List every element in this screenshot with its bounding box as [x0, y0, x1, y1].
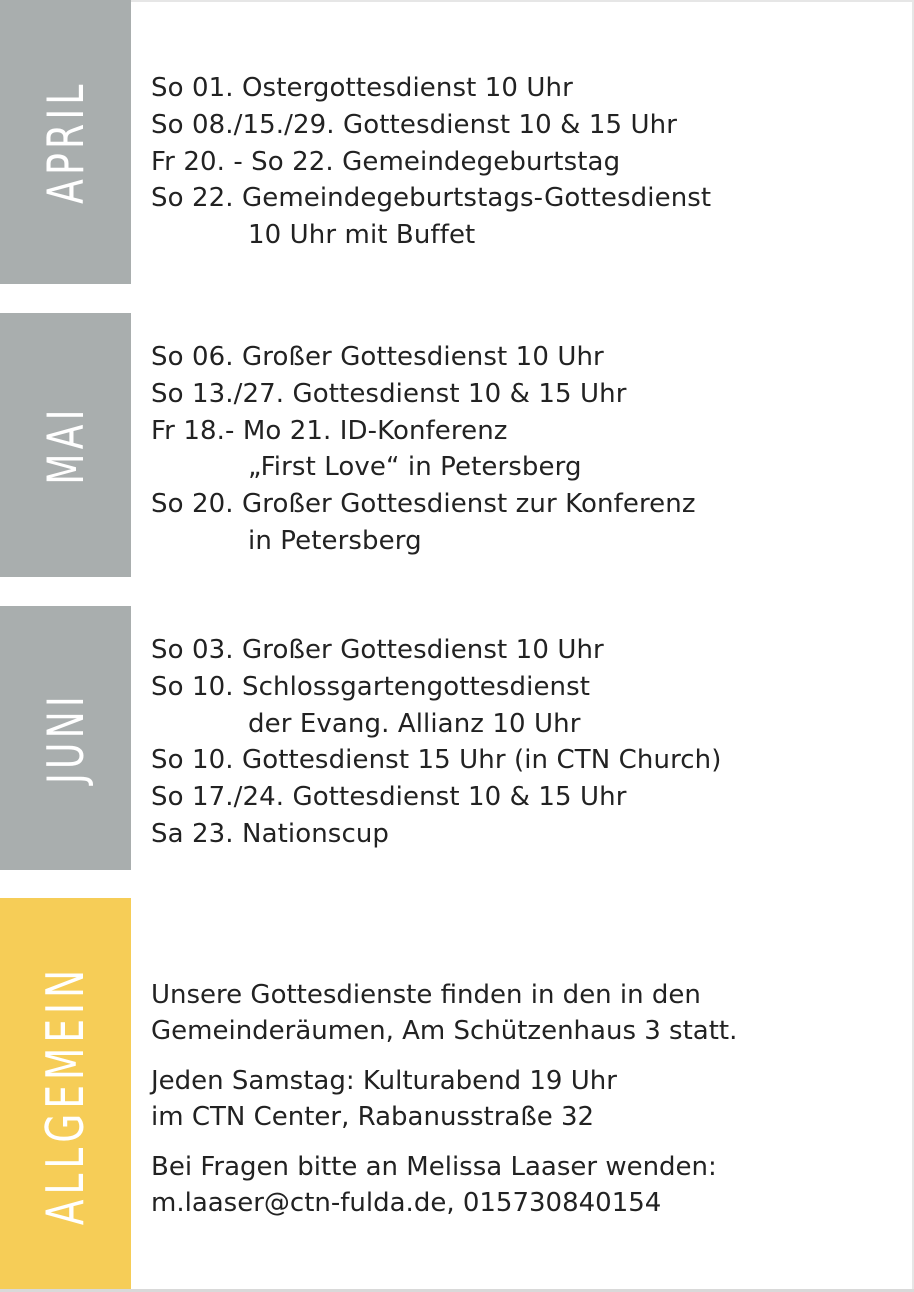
event-line: So 17./24. Gottesdienst 10 & 15 Uhr [151, 782, 627, 813]
event-line-continuation: 10 Uhr mit Buffet [248, 220, 476, 251]
info-line: Bei Fragen bitte an Melissa Laaser wenden: [151, 1152, 717, 1182]
info-line: Gemeinderäumen, Am Schützenhaus 3 statt. [151, 1016, 738, 1046]
event-line: So 13./27. Gottesdienst 10 & 15 Uhr [151, 378, 627, 409]
month-tab-april [0, 0, 131, 284]
section-label-allgemein: ALLGEMEIN [35, 964, 96, 1226]
info-line: im CTN Center, Rabanusstraße 32 [151, 1102, 595, 1132]
page-border-top [0, 0, 914, 2]
event-line: So 10. Schlossgartengottesdienst [151, 671, 591, 702]
event-list-juni [151, 632, 722, 853]
month-label-juni: JUNI [36, 692, 95, 784]
month-tab-juni [0, 606, 131, 870]
contact-line: m.laaser@ctn-fulda.de, 015730840154 [151, 1188, 662, 1218]
event-line-continuation: in Petersberg [248, 525, 422, 556]
event-line: Sa 23. Nationscup [151, 818, 390, 849]
event-line: So 08./15./29. Gottesdienst 10 & 15 Uhr [151, 109, 678, 140]
event-line: So 01. Ostergottesdienst 10 Uhr [151, 73, 573, 103]
event-line: So 20. Großer Gottesdienst zur Konferenz [151, 489, 696, 520]
event-list-mai [151, 339, 696, 560]
event-line: So 06. Großer Gottesdienst 10 Uhr [151, 342, 604, 372]
section-tab-allgemein [0, 898, 131, 1292]
event-list-april [151, 70, 711, 254]
event-line: So 10. Gottesdienst 15 Uhr (in CTN Church) [151, 745, 722, 776]
info-paragraph-contact [151, 1149, 717, 1221]
month-tab-mai [0, 313, 131, 577]
info-line: Jeden Samstag: Kulturabend 19 Uhr [151, 1066, 617, 1096]
info-paragraph-kulturabend [151, 1063, 617, 1135]
event-line: So 22. Gemeindegeburtstags-Gottesdienst [151, 183, 712, 214]
event-line: So 03. Großer Gottesdienst 10 Uhr [151, 635, 604, 665]
info-line: Unsere Gottesdienste finden in den in den [151, 980, 701, 1010]
event-line: Fr 18.- Mo 21. ID-Konferenz [151, 415, 508, 446]
event-line-continuation: der Evang. Allianz 10 Uhr [248, 708, 581, 739]
month-label-mai: MAI [36, 405, 95, 485]
event-line-continuation: „First Love“ in Petersberg [248, 452, 582, 483]
event-line: Fr 20. - So 22. Gemeindegeburtstag [151, 146, 621, 177]
info-paragraph-location [151, 977, 737, 1049]
month-label-april: APRIL [36, 80, 95, 204]
